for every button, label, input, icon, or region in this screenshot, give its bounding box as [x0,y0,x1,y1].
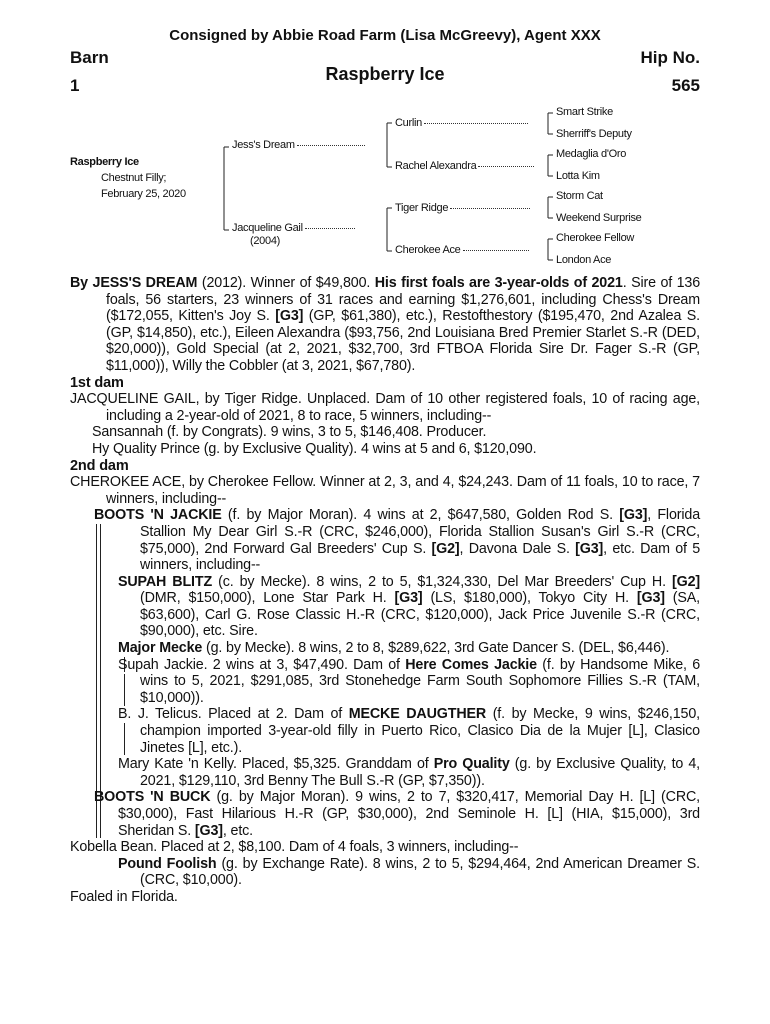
pedigree-dam-dam: Cherokee Ace [395,244,529,256]
pound-foolish-entry: Pound Foolish (g. by Exchange Rate). 8 wins, 2 to 5, $294,464, 2nd American Dreamer S. (CRC, $10,000). [118,855,700,889]
supah-blitz-entry: SUPAH BLITZ (c. by Mecke). 8 wins, 2 to 5, $1,324,330, Del Mar Breeders' Cup H. [G2] (DMR, $150,000), Lone Star Park H. [G3] (LS, $180,000), Tokyo City H. [G3] (SA, $63,600), Carl G. Rose Classic H.-R (CRC, $120,000), Jack Price Juvenile S.-R (CRC, $90,000), etc. Sire. [118,573,700,640]
pedigree-g3-6: Weekend Surprise [556,212,642,224]
pedigree-dam: Jacqueline Gail [232,222,355,234]
first-dam-heading: 1st dam [70,374,124,391]
pedigree-g3-2: Sherriff's Deputy [556,128,632,140]
pedigree-g3-7: Cherokee Fellow [556,232,635,244]
horse-name-title: Raspberry Ice [325,64,445,84]
barn-label: Barn [70,48,109,67]
second-dam-paragraph: CHEROKEE ACE, by Cherokee Fellow. Winner at 2, 3, and 4, $24,243. Dam of 11 foals, 10 to race, 7 winners, including-- [70,474,700,507]
barn-number: 1 [70,76,80,95]
pedigree-bracket-lines [0,0,770,275]
bj-telicus-entry: B. J. Telicus. Placed at 2. Dam of MECKE DAUGTHER (f. by Mecke, 9 wins, $246,150, champion imported 3-year-old filly in Puerto Rico, Clasico Dia de la Mujer [L], Clasico Jinetes [L], etc.). [118,706,700,756]
hip-label: Hip No. [640,48,700,67]
pedigree-dam-sire: Tiger Ridge [395,202,530,214]
boots-n-jackie-block [70,507,700,789]
sire-paragraph: By JESS'S DREAM (2012). Winner of $49,800. His first foals are 3-year-olds of 2021. Sire of 136 foals, 56 starters, 23 winners of 31 races and earning $1,276,601, including Chess's Dream ($172,055, Kitten's Joy S. [G3] (GP, $61,380), etc.), Restofthestory ($195,470, 2nd Azalea S. (GP, $14,850), etc.), Eileen Alexandra ($93,756, 2nd Louisiana Bred Premier Starlet S.-R (DED, $20,000)), Gold Special (at 2, 2021, $32,700, 3rd FTBOA Florida Sire Dr. Fager S.-R (GP, $11,000)), Willy the Cobbler (at 3, 2021, $67,780). [70,275,701,374]
first-dam-paragraph: JACQUELINE GAIL, by Tiger Ridge. Unplaced. Dam of 10 other registered foals, 10 of racing age, including a 2-year-old of 2021, 8 to race, 5 winners, including-- [70,391,700,424]
boots-n-buck-entry: BOOTS 'N BUCK (g. by Major Moran). 9 wins, 2 to 7, $320,417, Memorial Day H. [L] (CRC, $30,000), Fast Hilarious H.-R (GP, $30,000), 2nd Seminole H. [L] (HIA, $15,000), 3rd Sheridan S. [G3], etc. [94,789,700,839]
pedigree-subject-date: February 25, 2020 [101,188,186,200]
supah-jackie-block [70,657,700,707]
pedigree-sire-sire: Curlin [395,117,528,129]
kobella-bean-entry: Kobella Bean. Placed at 2, $8,100. Dam of 4 foals, 3 winners, including-- [70,839,519,856]
catalog-page-body [70,275,700,906]
pedigree-g3-3: Medaglia d'Oro [556,148,627,160]
pedigree-subject-desc: Chestnut Filly; [101,172,167,184]
pedigree-g3-5: Storm Cat [556,190,603,202]
pedigree-g3-4: Lotta Kim [556,170,600,182]
consignor-line: Consigned by Abbie Road Farm (Lisa McGreevy), Agent XXX [169,27,601,44]
first-dam-foal-1: Sansannah (f. by Congrats). 9 wins, 3 to 5, $146,408. Producer. [92,424,487,441]
foaled-in-line: Foaled in Florida. [70,888,178,905]
major-mecke-entry: Major Mecke (g. by Mecke). 8 wins, 2 to 8, $289,622, 3rd Gate Dancer S. (DEL, $6,446). [118,640,670,657]
pedigree-g3-1: Smart Strike [556,106,613,118]
hip-number: 565 [671,76,700,95]
pedigree-g3-8: London Ace [556,254,612,266]
pedigree-subject-name: Raspberry Ice [70,156,139,168]
bj-telicus-block [70,706,700,756]
boots-n-jackie-entry: BOOTS 'N JACKIE (f. by Major Moran). 4 wins at 2, $647,580, Golden Rod S. [G3], Florida Stallion My Dear Girl S.-R (CRC, $246,000), Florida Stallion Susan's Girl S.-R (CRC, $75,000), 2nd Forward Gal Breeders' Cup S. [G2], Davona Dale S. [G3], etc. Dam of 5 winners, including-- [94,507,701,574]
pedigree-sire-dam: Rachel Alexandra [395,160,534,172]
mary-kate-entry: Mary Kate 'n Kelly. Placed, $5,325. Granddam of Pro Quality (g. by Exclusive Quality, to 4, 2021, $129,110, 3rd Benny The Bull S.-R (GP, $7,350)). [118,756,700,789]
second-dam-heading: 2nd dam [70,457,129,474]
first-dam-foal-2: Hy Quality Prince (g. by Exclusive Quality). 4 wins at 5 and 6, $120,090. [92,440,537,457]
pedigree-dam-year: (2004) [250,235,280,247]
major-mecke-block [70,640,700,657]
supah-jackie-entry: Supah Jackie. 2 wins at 3, $47,490. Dam of Here Comes Jackie (f. by Handsome Mike, 6 wins to 5, 2021, $291,085, 3rd Stonehedge Farm South Sophomore Fillies S.-R (TAM, $10,000)). [118,656,700,706]
pedigree-sire: Jess's Dream [232,139,365,151]
boots-n-buck-block [70,789,700,839]
